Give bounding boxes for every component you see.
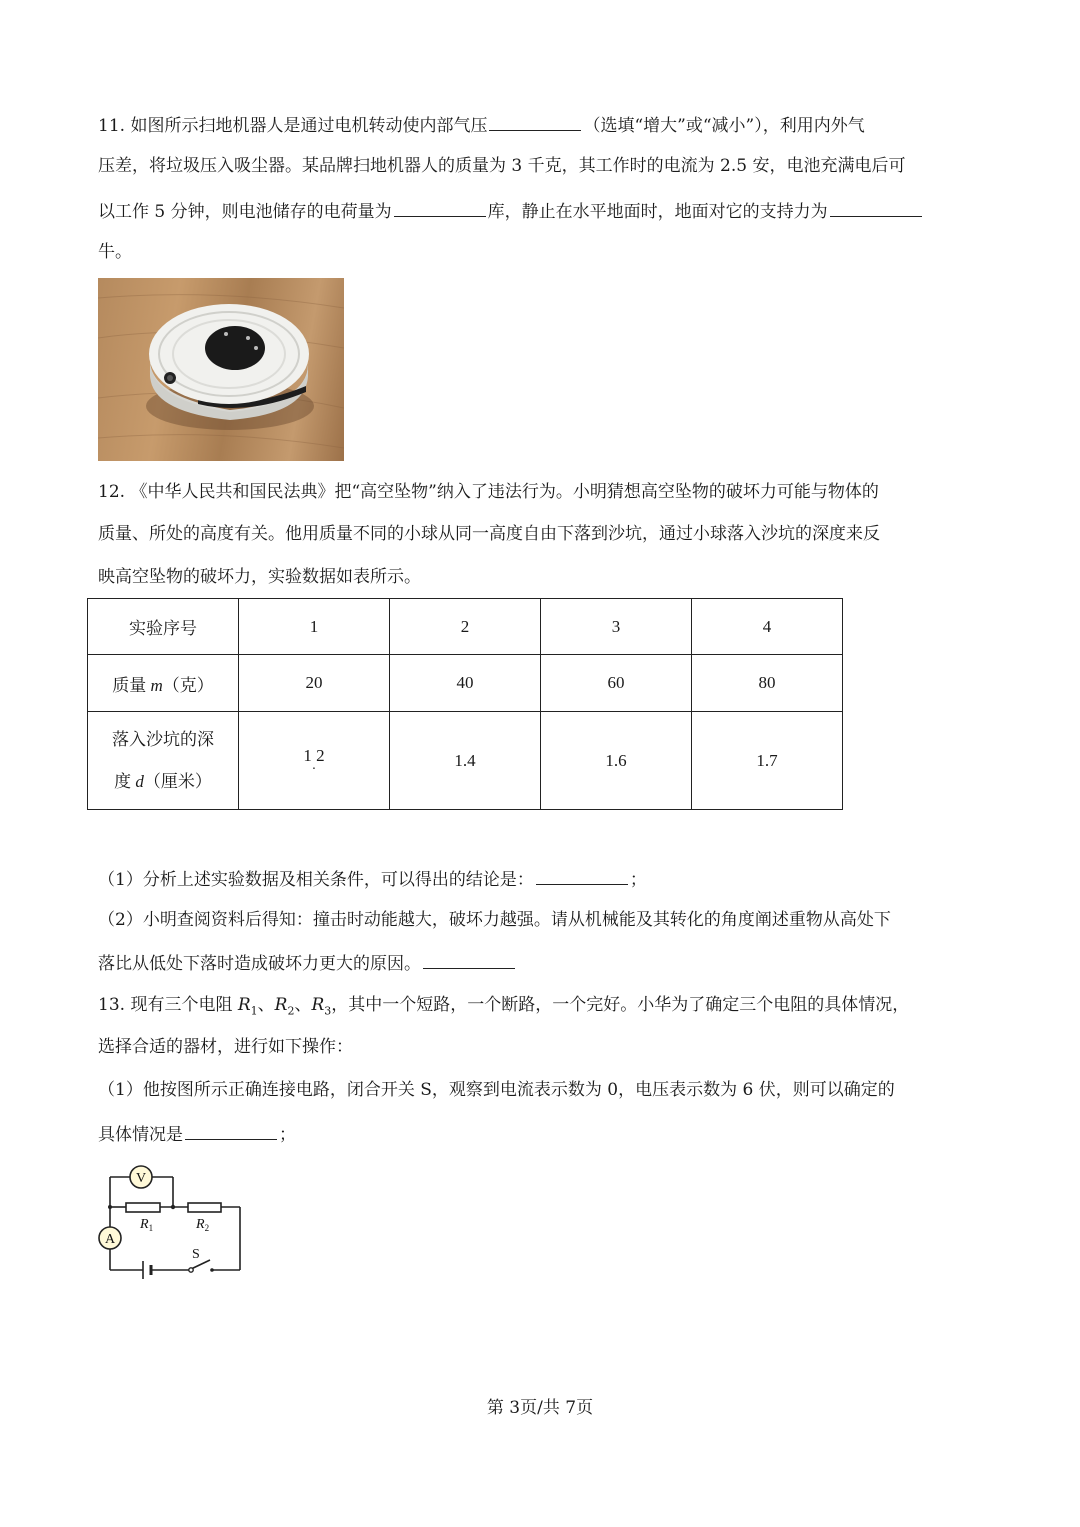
switch-pivot bbox=[189, 1268, 193, 1272]
q12-sub2-line-1: （2）小明查阅资料后得知：撞击时动能越大，破坏力越强。请从机械能及其转化的角度阐述重物从高处下 bbox=[98, 910, 891, 930]
voltmeter-label: V bbox=[135, 1171, 147, 1186]
q12-blank-1 bbox=[536, 866, 628, 885]
resistor-r1 bbox=[126, 1203, 160, 1212]
table-cell: 1.7 bbox=[692, 712, 843, 810]
q11-blank-3 bbox=[830, 198, 922, 217]
q11-blank-1 bbox=[489, 112, 581, 131]
q13-sub1-line-1: （1）他按图所示正确连接电路，闭合开关 S，观察到电流表示数为 0，电压表示数为 6 伏，则可以确定的 bbox=[98, 1080, 895, 1100]
table-cell: 1.6 bbox=[541, 712, 692, 810]
q12-line-3: 映高空坠物的破坏力，实验数据如表所示。 bbox=[98, 567, 421, 587]
table-cell: 实验序号 bbox=[88, 599, 239, 655]
table-cell: 1 bbox=[239, 599, 390, 655]
table-cell: 4 bbox=[692, 599, 843, 655]
table-cell: 2 bbox=[390, 599, 541, 655]
q13-line-2: 选择合适的器材，进行如下操作： bbox=[98, 1037, 353, 1057]
q11-line-2: 压差，将垃圾压入吸尘器。某品牌扫地机器人的质量为 3 千克，其工作时的电流为 2.5 安，电池充满电后可 bbox=[98, 156, 906, 176]
table-cell: 3 bbox=[541, 599, 692, 655]
circuit-diagram bbox=[96, 1160, 246, 1285]
robot-vacuum-photo bbox=[98, 278, 344, 461]
table-cell: 质量 m（克） bbox=[88, 655, 239, 712]
experiment-data-table bbox=[87, 598, 843, 810]
table-row bbox=[88, 655, 843, 712]
table-row bbox=[88, 712, 843, 810]
page-footer: 第 3页/共 7页 bbox=[486, 1398, 594, 1418]
switch-label: S bbox=[192, 1247, 200, 1262]
table-row bbox=[88, 599, 843, 655]
table-cell: 60 bbox=[541, 655, 692, 712]
r2-label: $R_2$ bbox=[196, 1217, 210, 1233]
q12-sub1: （1）分析上述实验数据及相关条件，可以得出的结论是： ； bbox=[98, 866, 647, 892]
table-cell: 80 bbox=[692, 655, 843, 712]
resistor-r2 bbox=[188, 1203, 221, 1212]
q13-sub1-line-2: 具体情况是 ； bbox=[98, 1121, 296, 1147]
q11-line-4: 牛。 bbox=[98, 242, 132, 262]
q11-line-3: 以工作 5 分钟，则电池储存的电荷量为 库，静止在水平地面时，地面对它的支持力为 bbox=[98, 198, 924, 224]
robot-vacuum-drawing bbox=[98, 278, 344, 461]
q13-line-1: 13. 现有三个电阻 $R_1$、$R_2$、$R_3$，其中一个短路，一个断路，一个完好。小华为了确定三个电阻的具体情况， bbox=[98, 995, 910, 1018]
q11-line-1: 11. 如图所示扫地机器人是通过电机转动使内部气压 （选填“增大”或“减小”），利用内外气 bbox=[98, 112, 865, 138]
table-cell: 落入沙坑的深 度 d（厘米） bbox=[88, 712, 239, 810]
table-cell: 1.4 bbox=[390, 712, 541, 810]
q12-sub2-line-2: 落比从低处下落时造成破坏力更大的原因。 bbox=[98, 950, 517, 976]
table-cell: 1 2 · bbox=[239, 712, 390, 810]
ammeter-label: A bbox=[104, 1232, 116, 1247]
q13-blank-1 bbox=[185, 1121, 277, 1140]
q12-line-2: 质量、所处的高度有关。他用质量不同的小球从同一高度自由下落到沙坑，通过小球落入沙坑的深度来反 bbox=[98, 524, 880, 544]
q12-blank-2 bbox=[423, 950, 515, 969]
q12-line-1: 12. 《中华人民共和国民法典》把“高空坠物”纳入了违法行为。小明猜想高空坠物的破坏力可能与物体的 bbox=[98, 482, 879, 502]
table-cell: 20 bbox=[239, 655, 390, 712]
r1-label: $R_1$ bbox=[140, 1217, 154, 1233]
q11-blank-2 bbox=[394, 198, 486, 217]
table-cell: 40 bbox=[390, 655, 541, 712]
